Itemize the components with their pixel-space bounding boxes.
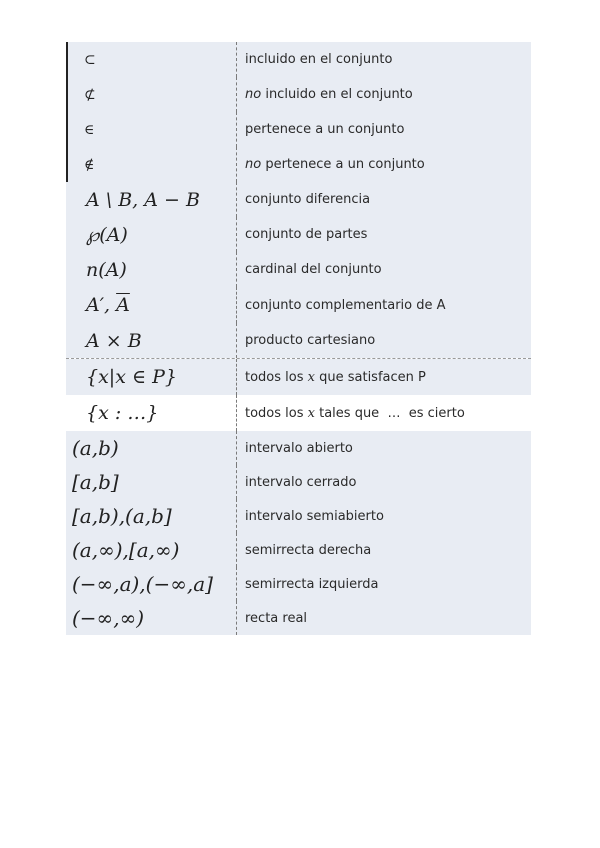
symbol-cell: ∈ (84, 121, 95, 138)
table-row (66, 77, 531, 112)
description-cell: intervalo cerrado (236, 465, 531, 499)
table-row (66, 323, 531, 358)
description-cell: conjunto diferencia (236, 182, 531, 217)
description-cell (236, 147, 531, 182)
symbol-cell: (a,b) (72, 436, 119, 460)
description-cell (236, 77, 531, 112)
symbol-cell: (a,∞),[a,∞) (72, 538, 180, 562)
table-row (66, 42, 531, 77)
symbol-overlined: $\overline{A}$ (116, 294, 130, 316)
description-cell: incluido en el conjunto (236, 42, 531, 77)
description-cell: recta real (236, 601, 531, 635)
symbol-cell: n(A) (86, 258, 127, 281)
table-row (66, 567, 531, 601)
description-text: que satisfacen P (314, 369, 426, 385)
symbol-cell: [a,b),(a,b] (72, 504, 172, 528)
notation-table (66, 42, 531, 635)
emphasis-text: no (245, 87, 262, 102)
symbol-cell (66, 294, 236, 316)
symbol-cell: ⊂ (84, 51, 96, 68)
symbol-cell: A \ B, A − B (86, 188, 200, 211)
table-row (66, 252, 531, 287)
symbol-cell: ⊄ (84, 86, 96, 103)
table-row (66, 287, 531, 323)
description-cell (236, 359, 531, 395)
description-cell: intervalo semiabierto (236, 499, 531, 533)
description-cell: semirrecta derecha (236, 533, 531, 567)
symbol-cell: [a,b] (72, 470, 119, 494)
symbol-cell: A × B (86, 329, 142, 352)
table-row (66, 217, 531, 252)
description-cell: pertenece a un conjunto (236, 112, 531, 147)
row-edge (66, 42, 68, 77)
description-text: todos los (245, 369, 308, 385)
symbol-cell: {x|x ∈ P} (86, 366, 177, 388)
symbol-cell: {x : …} (86, 402, 159, 424)
row-edge (66, 112, 68, 147)
row-edge (66, 147, 68, 182)
table-row (66, 533, 531, 567)
table-row (66, 112, 531, 147)
symbol-cell: ℘(A) (86, 223, 128, 246)
row-edge (66, 77, 68, 112)
symbol-cell: (−∞,∞) (72, 606, 145, 630)
description-text: tales que … es cierto (314, 405, 465, 421)
symbol-cell: ∉ (84, 156, 95, 173)
description-cell: conjunto complementario de A (236, 287, 531, 323)
variable-text: x (307, 369, 315, 385)
table-row (66, 465, 531, 499)
table-row (66, 147, 531, 182)
description-cell: intervalo abierto (236, 431, 531, 465)
emphasis-text: no (245, 157, 262, 172)
description-text: todos los (245, 405, 308, 421)
table-row (66, 359, 531, 395)
table-row (66, 182, 531, 217)
table-row (66, 499, 531, 533)
description-text: pertenece a un conjunto (261, 157, 425, 172)
symbol-part: A′, (86, 294, 117, 316)
table-row (66, 601, 531, 635)
description-cell: conjunto de partes (236, 217, 531, 252)
description-cell: semirrecta izquierda (236, 567, 531, 601)
description-text: incluido en el conjunto (261, 87, 413, 102)
description-cell: producto cartesiano (236, 323, 531, 358)
table-row (66, 431, 531, 465)
description-cell (236, 395, 531, 431)
table-row (66, 395, 531, 431)
description-cell: cardinal del conjunto (236, 252, 531, 287)
symbol-cell: (−∞,a),(−∞,a] (72, 572, 213, 596)
variable-text: x (307, 405, 315, 421)
